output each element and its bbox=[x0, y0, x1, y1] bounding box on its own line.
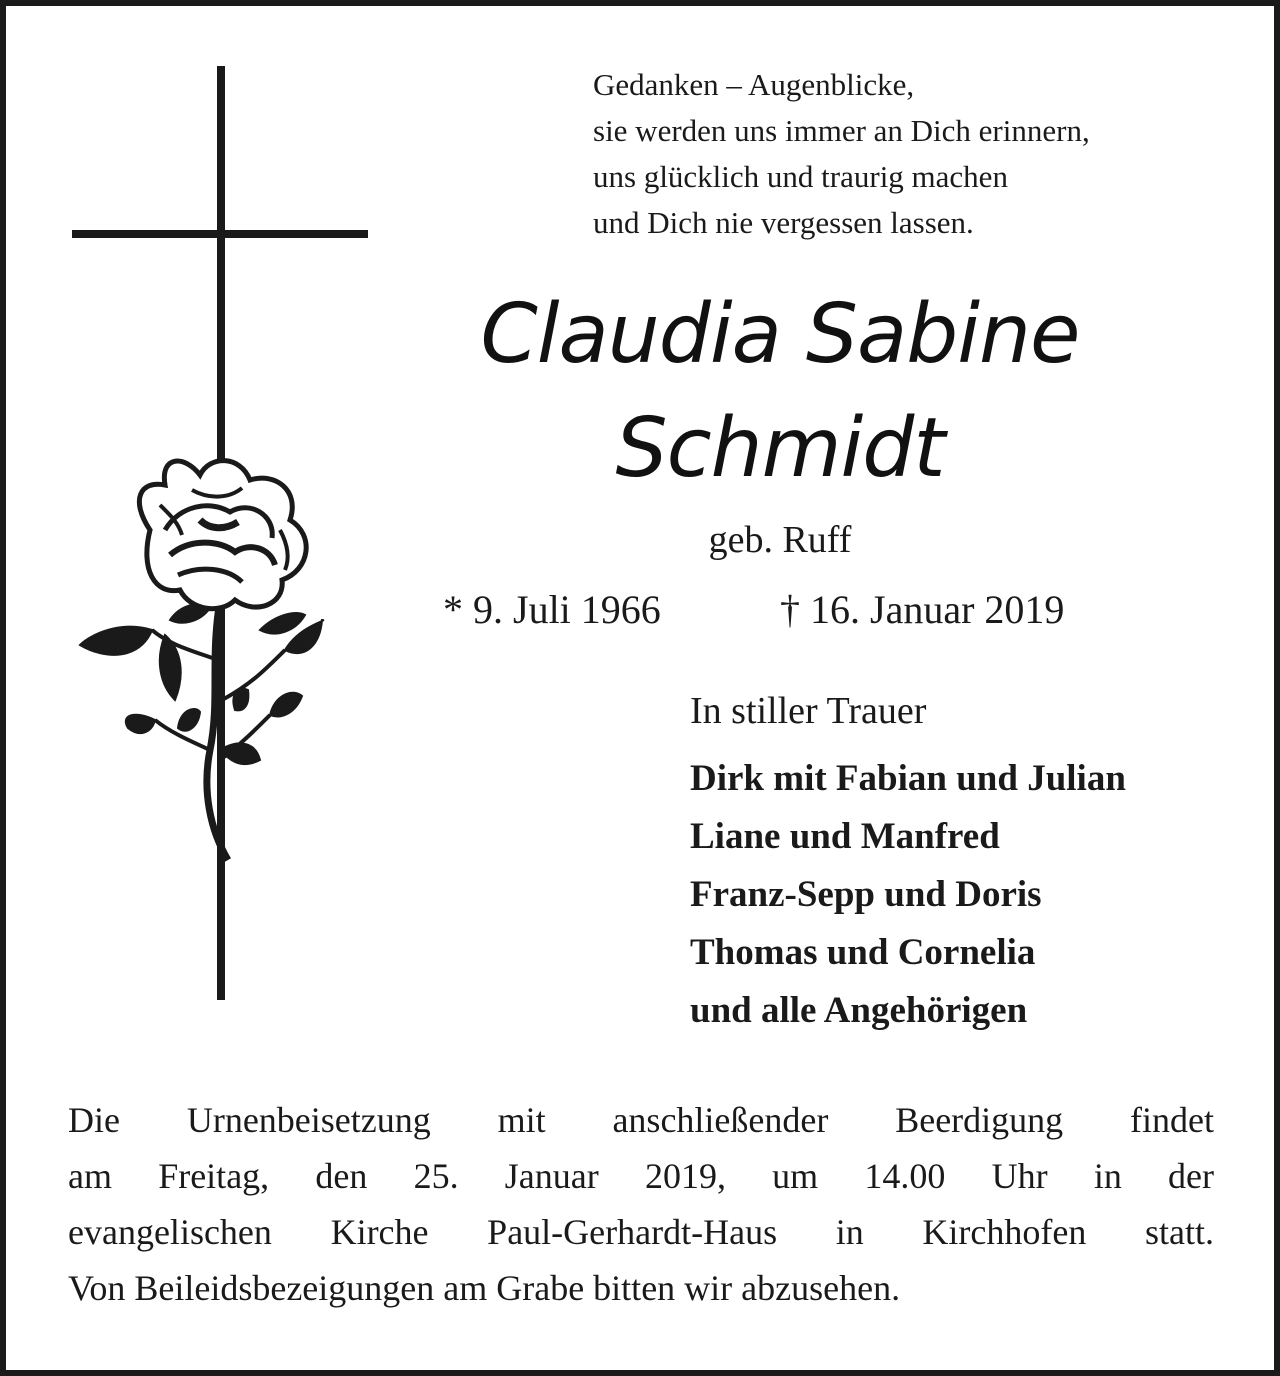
deceased-first-names: Claudia Sabine bbox=[480, 287, 1080, 382]
poem-line: Gedanken – Augenblicke, bbox=[593, 67, 915, 102]
mourners-list bbox=[690, 750, 1126, 1040]
poem-line: sie werden uns immer an Dich erinnern, bbox=[593, 113, 1090, 148]
birth-date: * 9. Juli 1966 bbox=[443, 587, 661, 632]
poem-line: und Dich nie vergessen lassen. bbox=[593, 205, 974, 240]
notice-line: Von Beileidsbezeigungen am Grabe bitten wir abzusehen. bbox=[68, 1268, 901, 1308]
death-date: † 16. Januar 2019 bbox=[780, 587, 1065, 632]
mourner-name: Franz-Sepp und Doris bbox=[690, 874, 1042, 915]
rose-icon bbox=[80, 461, 323, 860]
mourner-name: und alle Angehörigen bbox=[690, 990, 1028, 1031]
notice-line: Die Urnenbeisetzung mit anschließender Beerdigung findet bbox=[68, 1100, 1214, 1140]
notice-line: am Freitag, den 25. Januar 2019, um 14.00 Uhr in der bbox=[68, 1156, 1214, 1196]
mourner-name: Liane und Manfred bbox=[690, 816, 1000, 857]
funeral-notice bbox=[68, 1092, 1214, 1316]
mourner-name: Thomas und Cornelia bbox=[690, 932, 1036, 973]
birth-name: geb. Ruff bbox=[708, 519, 852, 561]
memorial-poem bbox=[593, 62, 1090, 246]
deceased-surname: Schmidt bbox=[615, 401, 945, 496]
cross-with-rose-illustration bbox=[60, 60, 380, 1010]
mourner-name: Dirk mit Fabian und Julian bbox=[690, 758, 1126, 799]
notice-line: evangelischen Kirche Paul-Gerhardt-Haus in Kirchhofen statt. bbox=[68, 1212, 1214, 1252]
poem-line: uns glücklich und traurig machen bbox=[593, 159, 1008, 194]
mourning-intro: In stiller Trauer bbox=[690, 690, 927, 732]
